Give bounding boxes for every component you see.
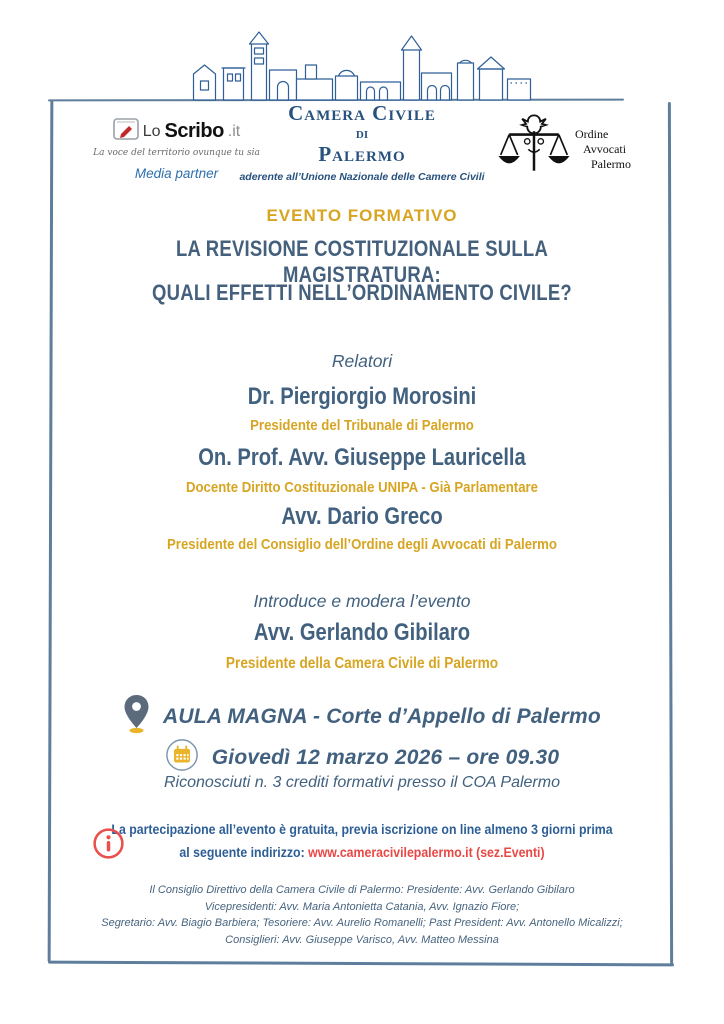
palermo-skyline-sketch-icon [190,28,535,106]
speaker-name: On. Prof. Avv. Giuseppe Lauricella [198,444,526,471]
media-partner-label: Media partner [134,166,219,181]
moderator-name: Avv. Gerlando Gibilaro [253,619,471,646]
org-subtitle: aderente all’Unione Nazionale delle Camere Civili [239,171,485,184]
event-kicker: EVENTO FORMATIVO [266,206,458,225]
info-icon [92,827,125,865]
speaker-role: Presidente del Tribunale di Palermo [250,417,474,434]
board-line: Il Consiglio Direttivo della Camera Civile di Palermo: Presidente: Avv. Gerlando Gibilaro [149,884,575,896]
location-row [55,694,669,739]
frame-left-line [48,100,54,962]
board-line: Segretario: Avv. Biagio Barbiera; Tesoriere: Avv. Aurelio Romanelli; Past President: Avv. Antonello Micalizzi; [101,917,623,929]
speakers-heading: Relatori [331,351,393,371]
notice-line1: La partecipazione all’evento è gratuita, previa iscrizione on line almeno 3 giorni prima [111,821,613,837]
speaker-name: Dr. Piergiorgio Morosini [247,383,477,410]
moderator-heading: Introduce e modera l’evento [253,591,471,611]
speaker-name: Avv. Dario Greco [281,503,443,530]
frame-bottom-line [48,961,674,967]
speaker-role: Docente Diritto Costituzionale UNIPA - Già Parlamentare [185,479,539,496]
map-pin-icon [123,694,150,739]
registration-link[interactable]: www.cameracivilepalermo.it (sez.Eventi) [308,844,545,860]
notice-line2: al seguente indirizzo: www.cameracivilepalermo.it (sez.Eventi) [179,844,545,860]
org-name-line1: Camera Civile [288,101,436,125]
board-line: Vicepresidenti: Avv. Maria Antonietta Catania, Avv. Ignazio Fiore; [204,900,520,913]
registration-notice [92,818,632,864]
media-partner-tagline: La voce del territorio ovunque tu sia [93,148,260,158]
org-name-line2: di [355,126,369,143]
loscribo-lo: Lo [142,122,161,140]
event-location: AULA MAGNA - Corte d’Appello di Palermo [163,704,601,728]
speaker-role: Presidente del Consiglio dell’Ordine degli Avvocati di Palermo [166,536,557,553]
event-title-line1: LA REVISIONE COSTITUZIONALE SULLA MAGISTRATURA: [175,236,549,287]
calendar-icon [165,738,199,777]
credits-line: Riconosciuti n. 3 crediti formativi presso il COA Palermo [164,774,560,791]
org-name-line3: Palermo [318,142,406,167]
event-title-line2: QUALI EFFETTI NELL’ORDINAMENTO CIVILE? [152,280,572,305]
loscribo-scribo: Scribo [164,120,224,142]
loscribo-it: .it [227,122,241,140]
board-line: Consiglieri: Avv. Giuseppe Varisco, Avv. Matteo Messina [225,933,499,946]
datetime-row [55,738,669,777]
board-footer [55,882,669,948]
bar-association-logo [497,112,673,187]
frame-right-line [668,102,673,966]
event-datetime: Giovedì 12 marzo 2026 – ore 09.30 [211,745,560,769]
moderator-role: Presidente della Camera Civile di Palermo [225,655,499,672]
bar-association-name: Ordine Avvocati Palermo [575,127,631,171]
camera-civile-logo [237,102,487,183]
scales-of-justice-icon [497,112,571,187]
loscribo-pen-icon [113,118,139,145]
